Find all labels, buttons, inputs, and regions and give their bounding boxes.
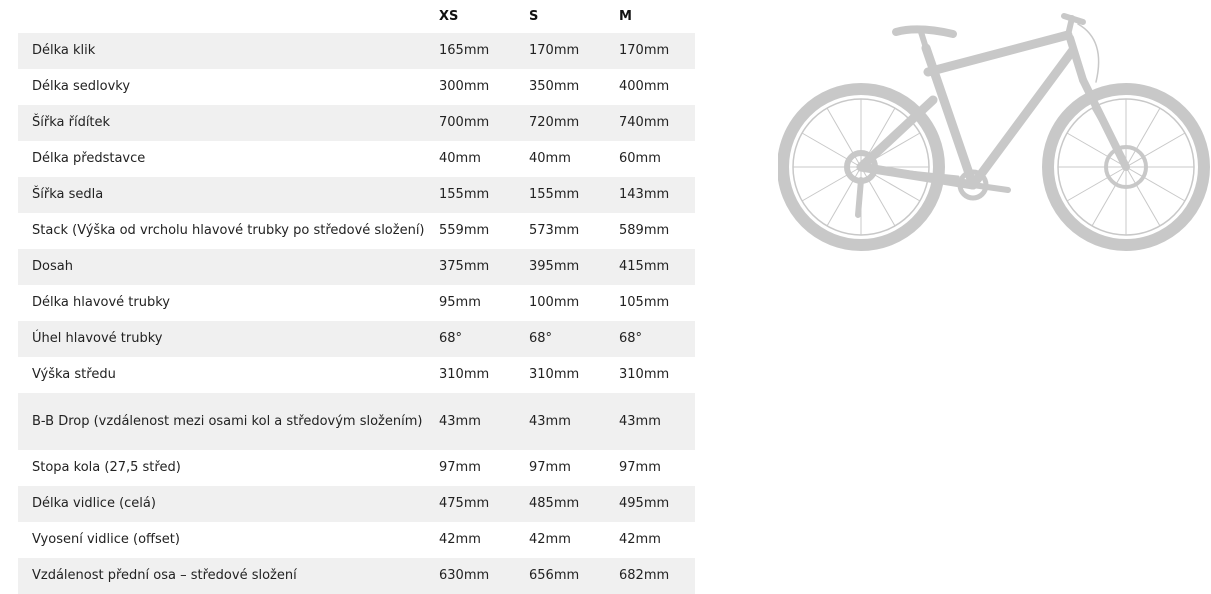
row-value-m: 105mm	[619, 295, 670, 310]
table-row	[18, 69, 695, 105]
row-value-m: 42mm	[619, 532, 661, 547]
row-value-xs: 300mm	[439, 79, 490, 94]
row-label: Vyosení vidlice (offset)	[32, 532, 180, 547]
row-value-s: 573mm	[529, 223, 580, 238]
row-value-xs: 95mm	[439, 295, 481, 310]
saddle-icon	[896, 29, 953, 48]
row-value-s: 43mm	[529, 413, 571, 429]
row-value-m: 170mm	[619, 43, 670, 58]
header-size-m: M	[619, 9, 632, 24]
row-value-xs: 97mm	[439, 460, 481, 475]
row-label: Dosah	[32, 259, 73, 274]
row-label: B-B Drop (vzdálenost mezi osami kol a středovým složením)	[32, 413, 423, 429]
row-value-m: 740mm	[619, 115, 670, 130]
row-value-xs: 155mm	[439, 187, 490, 202]
table-row	[18, 105, 695, 141]
row-label: Stack (Výška od vrcholu hlavové trubky po středové složení)	[32, 223, 425, 238]
bike-frame-icon	[861, 35, 1073, 185]
row-value-xs: 630mm	[439, 568, 490, 583]
geometry-table-body	[18, 33, 695, 594]
row-value-s: 350mm	[529, 79, 580, 94]
row-label: Vzdálenost přední osa – středové složení	[32, 568, 297, 583]
row-value-s: 155mm	[529, 187, 580, 202]
row-value-s: 170mm	[529, 43, 580, 58]
table-row	[18, 486, 695, 522]
row-label: Šířka sedla	[32, 187, 104, 202]
row-value-xs: 43mm	[439, 413, 481, 429]
table-row	[18, 213, 695, 249]
row-value-xs: 68°	[439, 331, 463, 346]
row-label: Výška středu	[32, 367, 116, 382]
row-value-xs: 40mm	[439, 151, 481, 166]
row-value-xs: 375mm	[439, 259, 490, 274]
table-row	[18, 321, 695, 357]
row-label: Úhel hlavové trubky	[32, 331, 163, 346]
row-value-m: 495mm	[619, 496, 670, 511]
row-value-s: 720mm	[529, 115, 580, 130]
table-row	[18, 177, 695, 213]
row-label: Délka klik	[32, 43, 96, 58]
table-row	[18, 141, 695, 177]
row-value-s: 68°	[529, 331, 553, 346]
row-label: Délka hlavové trubky	[32, 295, 170, 310]
header-size-s: S	[529, 9, 539, 24]
row-value-m: 97mm	[619, 460, 661, 475]
row-value-s: 97mm	[529, 460, 571, 475]
header-size-xs: XS	[439, 9, 459, 24]
row-label: Stopa kola (27,5 střed)	[32, 460, 181, 475]
row-value-s: 42mm	[529, 532, 571, 547]
row-value-xs: 475mm	[439, 496, 490, 511]
row-value-xs: 559mm	[439, 223, 490, 238]
row-value-xs: 42mm	[439, 532, 481, 547]
table-row	[18, 285, 695, 321]
table-row	[18, 33, 695, 69]
row-value-m: 589mm	[619, 223, 670, 238]
row-label: Délka vidlice (celá)	[32, 496, 156, 511]
table-row	[18, 522, 695, 558]
row-value-m: 682mm	[619, 568, 670, 583]
row-label: Délka sedlovky	[32, 79, 131, 94]
row-value-s: 100mm	[529, 295, 580, 310]
row-value-m: 310mm	[619, 367, 670, 382]
row-value-s: 656mm	[529, 568, 580, 583]
bike-illustration	[778, 10, 1211, 260]
row-value-xs: 310mm	[439, 367, 490, 382]
geometry-table	[18, 0, 695, 594]
row-label: Šířka řídítek	[32, 115, 111, 130]
row-value-s: 40mm	[529, 151, 571, 166]
table-row	[18, 249, 695, 285]
row-value-s: 395mm	[529, 259, 580, 274]
row-value-s: 485mm	[529, 496, 580, 511]
row-value-m: 68°	[619, 331, 643, 346]
row-label: Délka představce	[32, 151, 146, 166]
row-value-xs: 165mm	[439, 43, 490, 58]
table-row	[18, 393, 695, 450]
row-value-m: 60mm	[619, 151, 661, 166]
row-value-s: 310mm	[529, 367, 580, 382]
table-row	[18, 450, 695, 486]
row-value-m: 143mm	[619, 187, 670, 202]
table-header-row	[18, 0, 695, 33]
table-row	[18, 357, 695, 393]
row-value-xs: 700mm	[439, 115, 490, 130]
row-value-m: 415mm	[619, 259, 670, 274]
row-value-m: 400mm	[619, 79, 670, 94]
row-value-m: 43mm	[619, 413, 661, 429]
header-label-column	[18, 0, 439, 33]
